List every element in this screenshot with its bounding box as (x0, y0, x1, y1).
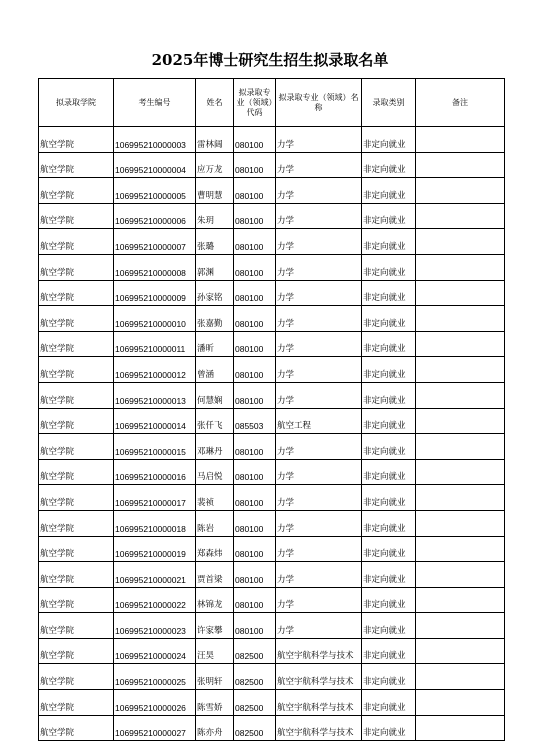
header-candidate-id: 考生编号 (114, 79, 196, 127)
cell-remarks (416, 203, 505, 229)
cell-school: 航空学院 (39, 280, 114, 306)
cell-major-code: 080100 (234, 485, 276, 511)
cell-school: 航空学院 (39, 203, 114, 229)
cell-remarks (416, 587, 505, 613)
cell-category: 非定向就业 (362, 485, 416, 511)
cell-major-name: 力学 (276, 280, 362, 306)
cell-remarks (416, 638, 505, 664)
cell-remarks (416, 536, 505, 562)
cell-school: 航空学院 (39, 459, 114, 485)
cell-candidate-id: 106995210000027 (114, 715, 196, 741)
cell-candidate-id: 106995210000024 (114, 638, 196, 664)
cell-name: 裴祯 (196, 485, 234, 511)
cell-remarks (416, 254, 505, 280)
cell-remarks (416, 690, 505, 716)
cell-remarks (416, 306, 505, 332)
cell-major-name: 力学 (276, 127, 362, 153)
cell-major-code: 080100 (234, 459, 276, 485)
cell-category: 非定向就业 (362, 408, 416, 434)
cell-remarks (416, 434, 505, 460)
cell-name: 郭渊 (196, 254, 234, 280)
cell-category: 非定向就业 (362, 382, 416, 408)
table-row (39, 587, 505, 613)
table-row (39, 562, 505, 588)
cell-school: 航空学院 (39, 613, 114, 639)
cell-school: 航空学院 (39, 229, 114, 255)
cell-candidate-id: 106995210000025 (114, 664, 196, 690)
cell-remarks (416, 127, 505, 153)
table-row (39, 357, 505, 383)
table-row (39, 203, 505, 229)
cell-major-name: 航空宇航科学与技术 (276, 715, 362, 741)
table-row (39, 485, 505, 511)
cell-major-name: 力学 (276, 357, 362, 383)
cell-school: 航空学院 (39, 331, 114, 357)
table-row (39, 638, 505, 664)
cell-name: 陈雪娇 (196, 690, 234, 716)
cell-school: 航空学院 (39, 408, 114, 434)
cell-school: 航空学院 (39, 638, 114, 664)
cell-major-code: 082500 (234, 638, 276, 664)
cell-candidate-id: 106995210000015 (114, 434, 196, 460)
cell-candidate-id: 106995210000005 (114, 178, 196, 204)
cell-major-code: 080100 (234, 613, 276, 639)
cell-category: 非定向就业 (362, 587, 416, 613)
cell-major-name: 力学 (276, 587, 362, 613)
cell-name: 应万龙 (196, 152, 234, 178)
cell-remarks (416, 152, 505, 178)
table-row (39, 434, 505, 460)
cell-major-code: 080100 (234, 382, 276, 408)
cell-school: 航空学院 (39, 664, 114, 690)
cell-category: 非定向就业 (362, 178, 416, 204)
cell-major-code: 082500 (234, 690, 276, 716)
cell-category: 非定向就业 (362, 638, 416, 664)
cell-name: 张明轩 (196, 664, 234, 690)
table-row (39, 459, 505, 485)
table-row (39, 127, 505, 153)
cell-category: 非定向就业 (362, 127, 416, 153)
cell-name: 雷林阔 (196, 127, 234, 153)
cell-major-name: 力学 (276, 613, 362, 639)
cell-category: 非定向就业 (362, 152, 416, 178)
cell-major-name: 力学 (276, 485, 362, 511)
cell-candidate-id: 106995210000023 (114, 613, 196, 639)
cell-category: 非定向就业 (362, 536, 416, 562)
cell-candidate-id: 106995210000014 (114, 408, 196, 434)
cell-remarks (416, 715, 505, 741)
cell-major-name: 力学 (276, 510, 362, 536)
cell-remarks (416, 562, 505, 588)
table-row (39, 254, 505, 280)
cell-name: 潘昕 (196, 331, 234, 357)
cell-category: 非定向就业 (362, 690, 416, 716)
header-remarks: 备注 (416, 79, 505, 127)
table-row (39, 178, 505, 204)
cell-major-code: 082500 (234, 664, 276, 690)
cell-school: 航空学院 (39, 715, 114, 741)
cell-major-code: 080100 (234, 229, 276, 255)
cell-major-name: 力学 (276, 254, 362, 280)
cell-name: 曹明慧 (196, 178, 234, 204)
cell-school: 航空学院 (39, 485, 114, 511)
cell-name: 何慧娴 (196, 382, 234, 408)
cell-major-code: 080100 (234, 203, 276, 229)
cell-candidate-id: 106995210000011 (114, 331, 196, 357)
cell-name: 朱玥 (196, 203, 234, 229)
cell-major-name: 力学 (276, 306, 362, 332)
table-row (39, 331, 505, 357)
cell-major-name: 力学 (276, 178, 362, 204)
cell-remarks (416, 510, 505, 536)
cell-name: 孙家铭 (196, 280, 234, 306)
cell-major-code: 080100 (234, 562, 276, 588)
cell-major-name: 力学 (276, 203, 362, 229)
cell-remarks (416, 357, 505, 383)
cell-major-name: 航空宇航科学与技术 (276, 690, 362, 716)
cell-candidate-id: 106995210000013 (114, 382, 196, 408)
cell-school: 航空学院 (39, 152, 114, 178)
cell-school: 航空学院 (39, 357, 114, 383)
cell-major-name: 航空宇航科学与技术 (276, 664, 362, 690)
cell-school: 航空学院 (39, 510, 114, 536)
cell-remarks (416, 382, 505, 408)
cell-major-code: 082500 (234, 715, 276, 741)
table-row (39, 280, 505, 306)
header-major-code: 拟录取专业（领域）代码 (234, 79, 276, 127)
cell-candidate-id: 106995210000019 (114, 536, 196, 562)
cell-candidate-id: 106995210000004 (114, 152, 196, 178)
cell-candidate-id: 106995210000016 (114, 459, 196, 485)
cell-category: 非定向就业 (362, 434, 416, 460)
cell-remarks (416, 280, 505, 306)
cell-candidate-id: 106995210000017 (114, 485, 196, 511)
cell-remarks (416, 459, 505, 485)
cell-category: 非定向就业 (362, 510, 416, 536)
cell-school: 航空学院 (39, 562, 114, 588)
cell-category: 非定向就业 (362, 280, 416, 306)
cell-name: 许家攀 (196, 613, 234, 639)
cell-major-code: 080100 (234, 510, 276, 536)
cell-school: 航空学院 (39, 127, 114, 153)
cell-school: 航空学院 (39, 434, 114, 460)
cell-remarks (416, 485, 505, 511)
cell-candidate-id: 106995210000003 (114, 127, 196, 153)
cell-candidate-id: 106995210000007 (114, 229, 196, 255)
table-row (39, 408, 505, 434)
cell-candidate-id: 106995210000018 (114, 510, 196, 536)
cell-remarks (416, 178, 505, 204)
cell-name: 陈亦舟 (196, 715, 234, 741)
cell-school: 航空学院 (39, 690, 114, 716)
cell-major-code: 080100 (234, 127, 276, 153)
cell-name: 曾涵 (196, 357, 234, 383)
cell-category: 非定向就业 (362, 306, 416, 332)
cell-candidate-id: 106995210000022 (114, 587, 196, 613)
cell-major-code: 080100 (234, 331, 276, 357)
cell-category: 非定向就业 (362, 229, 416, 255)
table-row (39, 152, 505, 178)
cell-category: 非定向就业 (362, 459, 416, 485)
cell-remarks (416, 408, 505, 434)
cell-major-code: 080100 (234, 357, 276, 383)
cell-major-code: 080100 (234, 152, 276, 178)
cell-remarks (416, 664, 505, 690)
cell-major-code: 080100 (234, 178, 276, 204)
page-title: 2025年博士研究生招生拟录取名单 (151, 51, 389, 69)
cell-category: 非定向就业 (362, 357, 416, 383)
cell-major-code: 080100 (234, 587, 276, 613)
table-row (39, 510, 505, 536)
admission-table (38, 78, 505, 741)
header-school: 拟录取学院 (39, 79, 114, 127)
cell-name: 邓琳丹 (196, 434, 234, 460)
cell-category: 非定向就业 (362, 715, 416, 741)
cell-name: 贾首梁 (196, 562, 234, 588)
header-category: 录取类别 (362, 79, 416, 127)
cell-school: 航空学院 (39, 536, 114, 562)
cell-category: 非定向就业 (362, 562, 416, 588)
cell-remarks (416, 229, 505, 255)
cell-category: 非定向就业 (362, 254, 416, 280)
cell-major-name: 力学 (276, 382, 362, 408)
cell-candidate-id: 106995210000021 (114, 562, 196, 588)
header-row (39, 79, 505, 127)
cell-category: 非定向就业 (362, 664, 416, 690)
cell-major-code: 080100 (234, 280, 276, 306)
cell-category: 非定向就业 (362, 203, 416, 229)
cell-major-code: 080100 (234, 254, 276, 280)
cell-major-code: 080100 (234, 434, 276, 460)
cell-name: 汪昊 (196, 638, 234, 664)
cell-candidate-id: 106995210000012 (114, 357, 196, 383)
header-major-name: 拟录取专业（领域）名称 (276, 79, 362, 127)
table-row (39, 229, 505, 255)
cell-school: 航空学院 (39, 587, 114, 613)
table-row (39, 715, 505, 741)
cell-name: 马启悦 (196, 459, 234, 485)
cell-major-name: 力学 (276, 434, 362, 460)
cell-name: 陈岩 (196, 510, 234, 536)
cell-name: 林锦龙 (196, 587, 234, 613)
cell-major-name: 力学 (276, 562, 362, 588)
cell-major-code: 080100 (234, 306, 276, 332)
cell-candidate-id: 106995210000006 (114, 203, 196, 229)
cell-candidate-id: 106995210000009 (114, 280, 196, 306)
cell-name: 郑森炜 (196, 536, 234, 562)
table-row (39, 306, 505, 332)
cell-name: 张璐 (196, 229, 234, 255)
cell-major-name: 力学 (276, 459, 362, 485)
cell-school: 航空学院 (39, 306, 114, 332)
cell-candidate-id: 106995210000026 (114, 690, 196, 716)
table-row (39, 613, 505, 639)
header-name: 姓名 (196, 79, 234, 127)
cell-major-code: 085503 (234, 408, 276, 434)
cell-major-name: 力学 (276, 331, 362, 357)
cell-candidate-id: 106995210000010 (114, 306, 196, 332)
table-row (39, 690, 505, 716)
cell-school: 航空学院 (39, 178, 114, 204)
table-row (39, 382, 505, 408)
cell-category: 非定向就业 (362, 331, 416, 357)
cell-major-code: 080100 (234, 536, 276, 562)
cell-remarks (416, 331, 505, 357)
cell-major-name: 航空宇航科学与技术 (276, 638, 362, 664)
cell-major-name: 力学 (276, 229, 362, 255)
cell-school: 航空学院 (39, 382, 114, 408)
cell-remarks (416, 613, 505, 639)
cell-candidate-id: 106995210000008 (114, 254, 196, 280)
cell-name: 张嘉勤 (196, 306, 234, 332)
cell-school: 航空学院 (39, 254, 114, 280)
cell-name: 张仟飞 (196, 408, 234, 434)
cell-category: 非定向就业 (362, 613, 416, 639)
cell-major-name: 航空工程 (276, 408, 362, 434)
table-row (39, 664, 505, 690)
table-row (39, 536, 505, 562)
cell-major-name: 力学 (276, 536, 362, 562)
cell-major-name: 力学 (276, 152, 362, 178)
